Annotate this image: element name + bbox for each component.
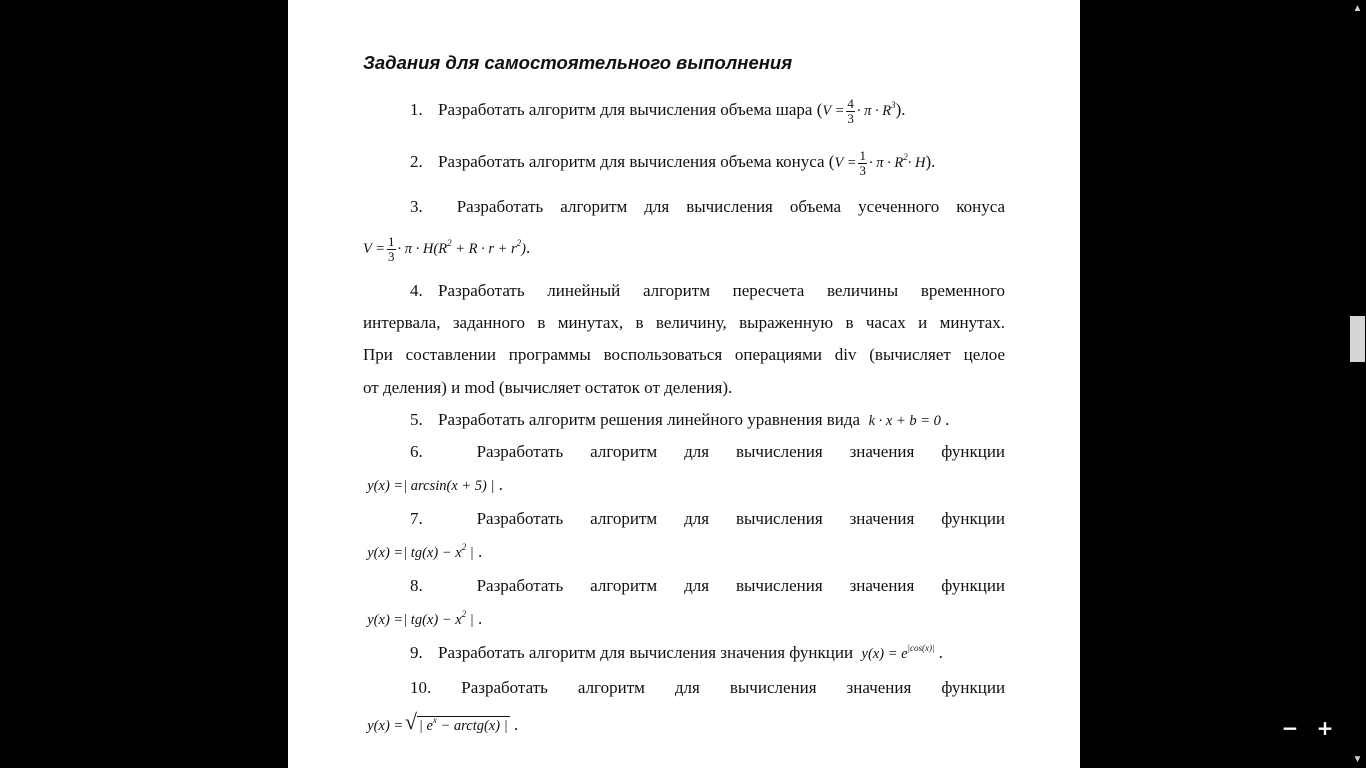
- task-8: 8. Разработать алгоритм для вычисления значения функции: [410, 576, 1006, 595]
- formula-ball-volume: V = $\frac{4}{3}$ · $\pi \cdot R^3$: [822, 96, 896, 127]
- section-heading: Задания для самостоятельного выполнения: [363, 52, 793, 73]
- task-5: 5. Разработать алгоритм решения линейного уравнения вида k · x + b = 0 .: [410, 410, 950, 429]
- zoom-out-button[interactable]: −: [1281, 716, 1299, 740]
- task-1: 1. Разработать алгоритм для вычисления объема шара (V = $\frac{4}{3}$ · $\pi \cdot R^3$).: [363, 90, 1005, 131]
- task-6: 6. Разработать алгоритм для вычисления значения функции: [410, 442, 1006, 461]
- task-text: Разработать алгоритм для вычисления объема шара (: [438, 100, 823, 119]
- scroll-down-arrow-icon[interactable]: ▼: [1352, 754, 1363, 765]
- task-9: 9. Разработать алгоритм для вычисления значения функции $y(x) = e^{|cos(x)|}$ .: [410, 643, 943, 662]
- vertical-scrollbar[interactable]: [1349, 0, 1366, 768]
- formula-exp-cos: $y(x) = e^{|cos(x)|}$: [861, 643, 935, 662]
- task-7: 7. Разработать алгоритм для вычисления значения функции: [410, 509, 1006, 528]
- task-text: Разработать алгоритм для вычисления объема конуса (: [438, 152, 835, 171]
- task-4-line-4: от деления) и mod (вычисляет остаток от деления).: [363, 378, 733, 397]
- formula-truncated-cone: V = $\frac{1}{3}$ · $\pi \cdot H(R^2 + R \cdot r + r^2)$.: [363, 234, 531, 265]
- formula-cone-volume: V = $\frac{1}{3}$ · $\pi \cdot R^2\cdot H$: [834, 148, 926, 179]
- task-2: 2. Разработать алгоритм для вычисления объема конуса (V = $\frac{1}{3}$ · $\pi \cdot R^2\cdot H$).: [363, 142, 1005, 183]
- formula-tg-7: y(x) =| $tg(x) - x^2$ | .: [367, 542, 483, 561]
- scroll-up-arrow-icon[interactable]: ▲: [1352, 3, 1363, 14]
- document-page: [288, 0, 1080, 768]
- task-4-line-2: интервала, заданного в минутах, в величину, выраженную в часах и минутах.: [363, 313, 1005, 332]
- formula-sqrt: y(x) = √ | $e^x$ − arctg(x) | .: [363, 712, 1005, 739]
- formula-tg-8: y(x) =| $tg(x) - x^2$ | .: [367, 609, 483, 628]
- formula-arcsin: y(x) =| arcsin(x + 5) | .: [367, 475, 504, 494]
- task-4-line-3: При составлении программы воспользоваться операциями div (вычисляет целое: [363, 345, 1005, 364]
- scrollbar-thumb[interactable]: [1350, 316, 1365, 362]
- task-number: 2.: [410, 152, 423, 171]
- task-4: 4. Разработать линейный алгоритм пересчета величины временного: [410, 281, 1005, 300]
- task-10: 10. Разработать алгоритм для вычисления значения функции: [410, 678, 1006, 697]
- zoom-in-button[interactable]: +: [1316, 716, 1334, 740]
- task-number: 1.: [410, 100, 423, 119]
- task-3: 3. Разработать алгоритм для вычисления объема усеченного конуса: [410, 197, 1006, 216]
- formula-linear-equation: k · x + b = 0: [868, 413, 941, 429]
